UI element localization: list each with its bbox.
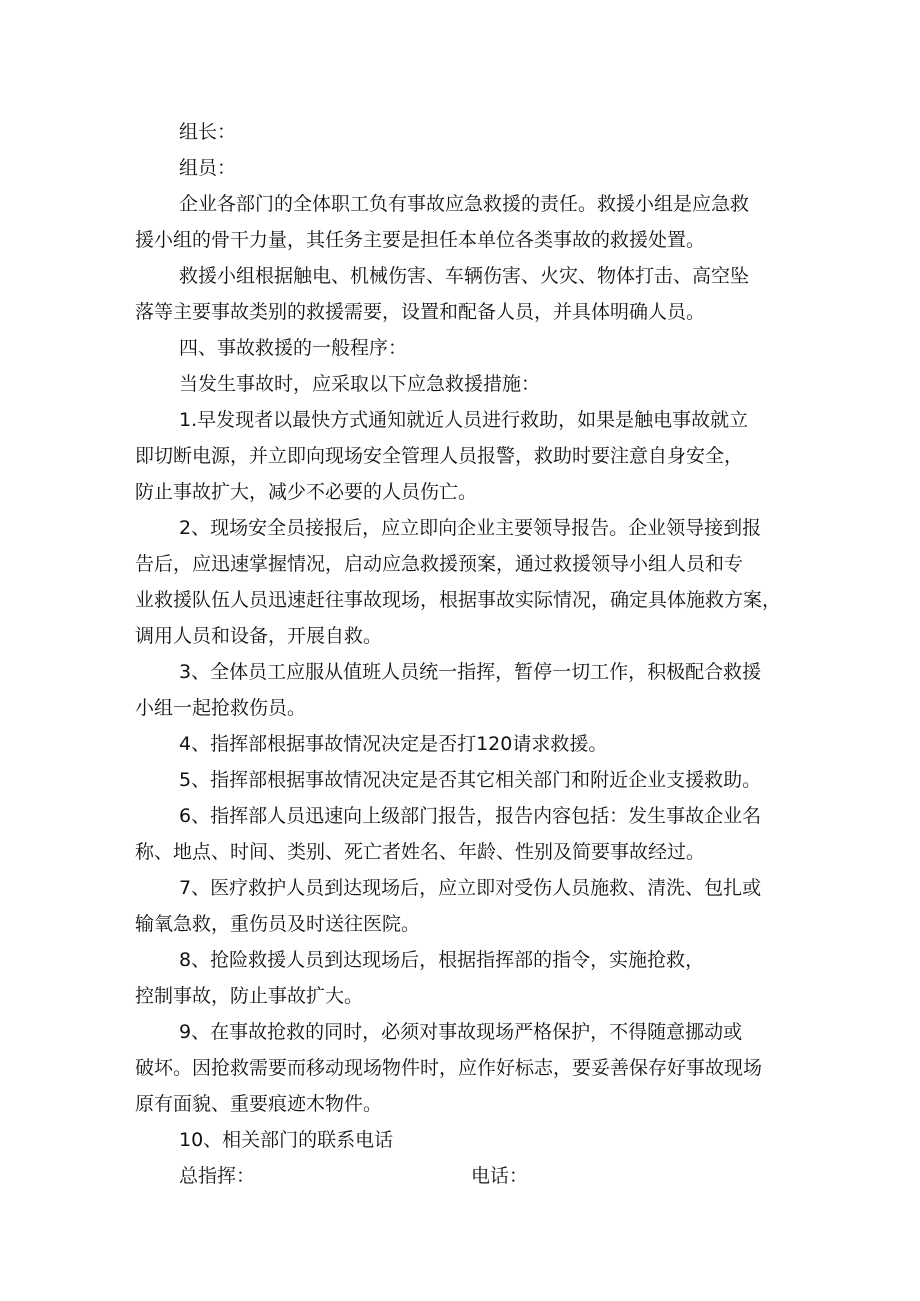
text-line: 8、抢险救援人员到达现场后，根据指挥部的指令，实施抢救， [179,949,705,971]
text-line: 援小组的骨干力量，其任务主要是担任本单位各类事故的救援处置。 [135,229,706,251]
text-line: 3、全体员工应服从值班人员统一指挥，暂停一切工作，积极配合救援 [179,661,762,683]
text-line: 输氧急救，重伤员及时送往医院。 [135,913,421,935]
text-line: 称、地点、时间、类别、死亡者姓名、年龄、性别及简要事故经过。 [135,841,706,863]
text-line: 即切断电源，并立即向现场安全管理人员报警，救助时要注意自身安全， [135,445,744,467]
text-line: 7、医疗救护人员到达现场后，应立即对受伤人员施救、清洗、包扎或 [179,877,762,899]
text-line: 2、现场安全员接报后，应立即向企业主要领导报告。企业领导接到报 [179,517,762,539]
text-line: 破坏。因抢救需要而移动现场物件时，应作好标志，要妥善保存好事故现场 [135,1057,763,1079]
document-body [135,114,785,1194]
text-line: 告后，应迅速掌握情况，启动应急救援预案，通过救援领导小组人员和专 [135,553,744,575]
text-line: 控制事故，防止事故扩大。 [135,985,364,1007]
commander-label: 总指挥： [179,1165,256,1187]
text-line: 落等主要事故类别的救援需要，设置和配备人员，并具体明确人员。 [135,301,706,323]
text-line: 原有面貌、重要痕迹木物件。 [135,1093,383,1115]
text-line: 组长： [179,121,237,143]
text-line: 1.早发现者以最快方式通知就近人员进行救助，如果是触电事故就立 [179,409,749,431]
text-line: 防止事故扩大，减少不必要的人员伤亡。 [135,481,478,503]
text-line: 组员： [179,157,237,179]
text-line: 6、指挥部人员迅速向上级部门报告，报告内容包括：发生事故企业名 [179,805,762,827]
text-line: 调用人员和设备，开展自救。 [135,625,383,647]
text-line: 小组一起抢救伤员。 [135,697,307,719]
text-line: 业救援队伍人员迅速赶往事故现场，根据事故实际情况，确定具体施救方案， [135,589,782,611]
phone-label: 电话： [471,1165,529,1187]
text-line: 5、指挥部根据事故情况决定是否其它相关部门和附近企业支援救助。 [179,769,762,791]
text-line: 企业各部门的全体职工负有事故应急救援的责任。救援小组是应急救 [179,193,750,215]
section-heading: 四、事故救援的一般程序： [179,337,408,359]
text-line: 10、相关部门的联系电话 [179,1129,394,1151]
text-line: 9、在事故抢救的同时，必须对事故现场严格保护，不得随意挪动或 [179,1021,743,1043]
text-line: 当发生事故时，应采取以下应急救援措施： [179,373,541,395]
text-line: 救援小组根据触电、机械伤害、车辆伤害、火灾、物体打击、高空坠 [179,265,750,287]
contact-row [135,1158,785,1194]
text-line: 4、指挥部根据事故情况决定是否打120请求救援。 [179,733,608,755]
